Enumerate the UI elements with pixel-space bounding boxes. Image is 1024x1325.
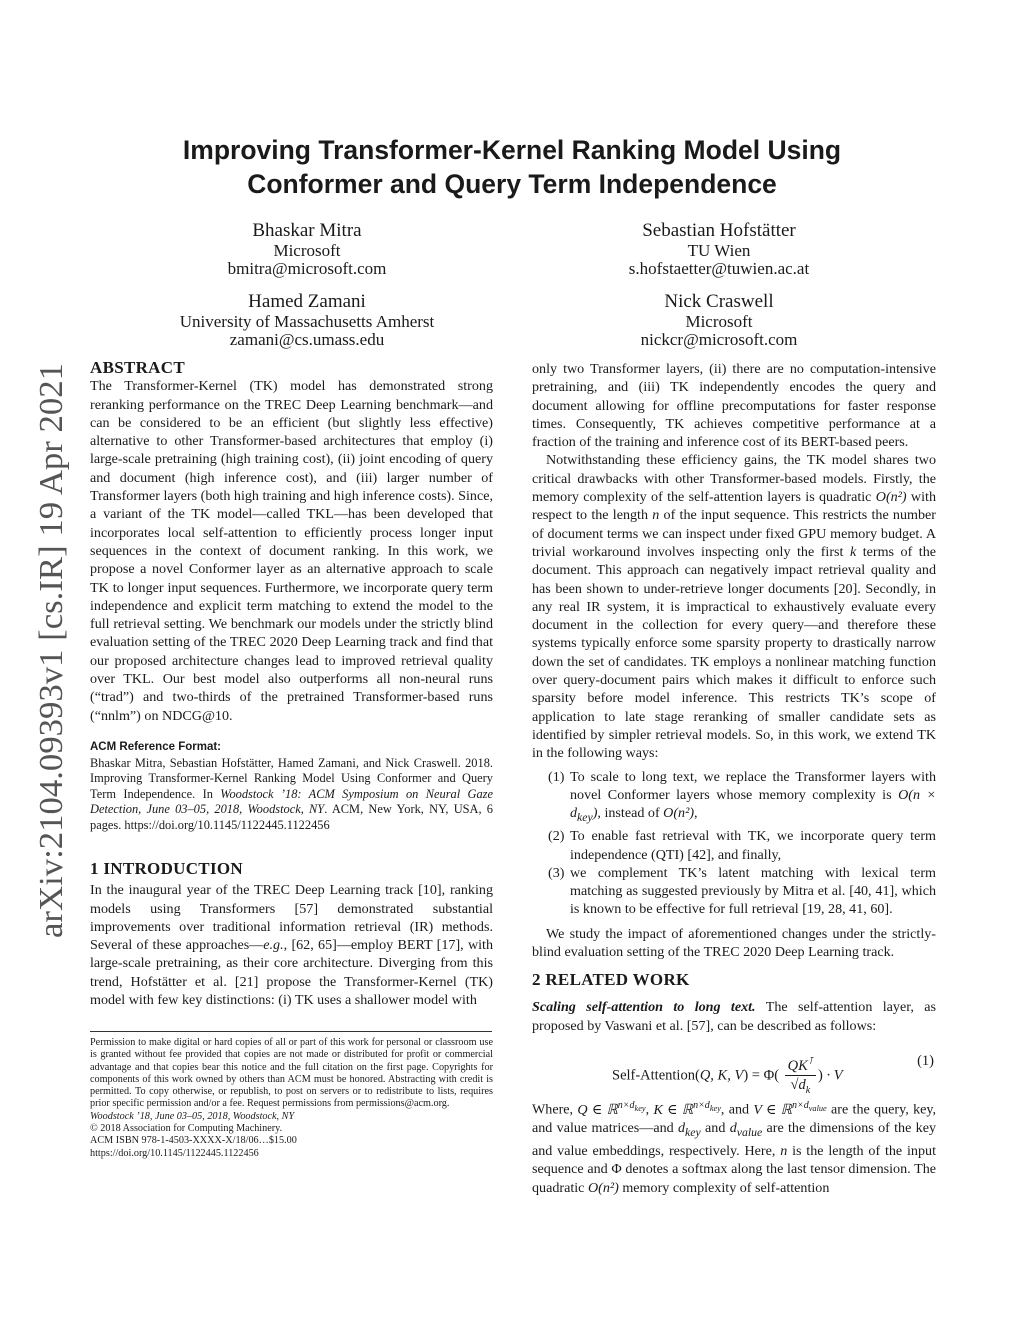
- author-affiliation: Microsoft: [685, 312, 753, 331]
- permission-venue: [90, 1111, 493, 1123]
- eq-numerator: [785, 1053, 816, 1076]
- p2-b: with respect to the length: [532, 489, 936, 524]
- math-key: key: [685, 1125, 701, 1139]
- p2-d: terms of the document. This approach can negatively impact retrieval quality and has been shown to under-retrieve longer documents [20]. Secondly, in any real IR system, it is impractical to exhaustively evaluate every document in the collection for every query—and therefore these systems typically enforce some sparsity property to drastically narrow down the set of candidates. TK employs a nonlinear matching function over query-document pairs which makes it difficult to enforce such sparsity before model inference. This restricts TK’s scope of application to late stage reranking of smaller candidate sets as identified by simpler retrieval models. So, in this work, we extend TK in the following ways:: [532, 543, 936, 762]
- author-name: Hamed Zamani: [248, 291, 366, 312]
- math-and: , and: [720, 1101, 754, 1118]
- math-d: d: [678, 1119, 686, 1136]
- author-email: zamani@cs.umass.edu: [229, 330, 385, 349]
- acm-ref-venue: Woodstock ’18: ACM Symposium on Neural Gaze Detection, June 03–05, 2018, Woodstock, NY: [90, 786, 493, 817]
- math-ndvalue: n×d: [791, 1100, 809, 1111]
- eq-fraction: [785, 1053, 816, 1100]
- eq-dotv: · V: [826, 1067, 843, 1084]
- acm-reference-text: [90, 756, 493, 834]
- abstract-heading: ABSTRACT: [90, 358, 185, 377]
- intro-paragraph-1: [90, 881, 493, 1009]
- list-item: [532, 827, 936, 864]
- math-sup: [618, 1100, 646, 1111]
- introduction-right: [532, 360, 936, 961]
- math-On-dkey-main: O(n × d: [570, 786, 937, 822]
- math-On2: O(n²): [875, 489, 907, 506]
- math-Q-in: [577, 1102, 645, 1118]
- list-number: (1): [548, 768, 565, 785]
- arxiv-stamp-svg: [12, 360, 82, 940]
- left-column: [90, 359, 493, 725]
- math-k: k: [849, 543, 857, 560]
- math-Q-in-main: Q ∈ ℝ: [577, 1101, 618, 1118]
- math-K-in: [653, 1102, 720, 1118]
- permission-doi: https://doi.org/10.1145/1122445.1122456: [90, 1147, 259, 1159]
- contribution-list: [532, 768, 936, 919]
- rw-a: Where,: [532, 1101, 578, 1118]
- math-dkey: [678, 1119, 701, 1139]
- intro-text-a: In the inaugural year of the TREC Deep Learning track [10], ranking models using Transformers [57] demonstrated substantial improvements over traditional information retrieval (IR) methods. Several of these approaches—: [90, 882, 493, 954]
- list-text: we complement TK’s latent matching with lexical term matching as suggested previously by Mitra et al. [40, 41], which is known to be effective for full retrieval [19, 28, 41, 60].: [570, 864, 936, 918]
- math-V-in-main: V ∈ ℝ: [753, 1101, 792, 1118]
- author-block-2: [559, 220, 879, 278]
- p2-a: Notwithstanding these efficiency gains, the TK model shares two critical drawbacks with other Transformer-based models. Firstly, the memory complexity of the self-attention layers is quadratic: [532, 452, 936, 506]
- rw-b: are the query, key, and value matrices—and: [532, 1101, 937, 1136]
- permission-text: Permission to make digital or hard copies of all or part of this work for personal or classroom use is granted without fee provided that copies are not made or distributed for profit or commercial advantage and that copies bear this notice and the full citation on the first page. Copyrights for components of this work owned by others than ACM must be honored. Abstracting with credit is permitted. To copy otherwise, or republish, to post on servers or to redistribute to lists, requires prior specific permission and/or a fee. Request permissions from permissions@acm.org.: [90, 1037, 493, 1110]
- permission-copyright: © 2018 Association for Computing Machinery.: [90, 1123, 283, 1135]
- acm-ref-part2: . ACM, New York, NY, USA, 6 pages. https://doi.org/10.1145/1122445.1122456: [90, 802, 494, 832]
- related-work-continued: [532, 1097, 936, 1197]
- title-line-2: Conformer and Query Term Independence: [247, 169, 777, 199]
- author-block-4: [559, 291, 879, 349]
- author-affiliation: TU Wien: [687, 241, 751, 260]
- math-key: key: [709, 1104, 721, 1113]
- eq-dk-sub: k: [805, 1084, 811, 1096]
- acm-reference-heading: ACM Reference Format:: [90, 741, 221, 753]
- author-name: Nick Craswell: [664, 291, 774, 312]
- related-p1-text: The self-attention layer, as proposed by Vaswani et al. [57], can be described as follows:: [532, 999, 936, 1034]
- math-key: key: [634, 1104, 646, 1113]
- rw-f: memory complexity of self-attention: [618, 1179, 830, 1196]
- arxiv-stamp: [12, 360, 82, 940]
- math-n: n: [652, 507, 660, 524]
- math-value: value: [736, 1125, 763, 1139]
- math-On2: O(n²): [663, 805, 695, 822]
- abstract-text: The Transformer-Kernel (TK) model has demonstrated strong reranking performance on the TREC Deep Learning benchmark—and can be considered to be an efficient (but slightly less effective) alternative to other Transformer-based architectures that employ (i) large-scale pretraining (high training cost), (ii) joint encoding of query and document (high inference cost), and (iii) larger number of Transformer layers (both high training and high inference costs). Since, a variant of the TK model—called TKL—has been developed that incorporates local self-attention to efficiently process longer input sequences in the context of document ranking. In this work, we propose a novel Conformer layer as an alternative approach to scale TK to longer input sequences. Furthermore, we incorporate query term independence and explicit term matching to extend the model to the full retrieval setting. We benchmark our models under the strictly blind evaluation setting of the TREC 2020 Deep Learning track and find that our proposed architecture changes lead to improved retrieval quality over TKL. Our best model also outperforms all non-neural runs (“trad”) and two-thirds of the pretrained Transformer-based runs (“nnlm”) on NDCG@10.: [90, 378, 494, 724]
- list-text-b: , instead of: [597, 805, 664, 822]
- related-work-paragraph-2: [532, 1097, 936, 1197]
- math-value: value: [808, 1104, 827, 1113]
- math-V-in: [753, 1102, 826, 1118]
- eq-d: d: [798, 1076, 806, 1093]
- math-dvalue: [729, 1119, 763, 1139]
- arxiv-stamp-text: arXiv:2104.09393v1 [cs.IR] 19 Apr 2021: [33, 375, 70, 938]
- math-sup: [792, 1100, 827, 1111]
- math-sup: [693, 1100, 721, 1111]
- list-text: To enable fast retrieval with TK, we incorporate query term independence (QTI) [42], and finally,: [570, 828, 936, 863]
- eq-qk: QK: [787, 1057, 808, 1074]
- equation-1: [532, 1040, 936, 1096]
- eq-transpose: ⊺: [807, 1056, 814, 1067]
- math-ndkey: n×d: [693, 1100, 710, 1111]
- eq-denominator: $√d_k$: [790, 1076, 811, 1096]
- title-line-1: Improving Transformer-Kernel Ranking Model Using: [182, 135, 842, 165]
- intro-right-paragraph-1: only two Transformer layers, (ii) there are no computation-intensive pretraining, and (iii) TK independently encodes the query and document allowing for offline precomputations for faster response times. Consequently, TK achieves competitive performance at a fraction of the training and inference cost of its BERT-based peers.: [532, 361, 936, 451]
- intro-right-paragraph-3: We study the impact of aforementioned changes under the strictly-blind evaluation setting of the TREC 2020 Deep Learning track.: [532, 925, 936, 961]
- author-block-1: [147, 220, 467, 278]
- author-name: Sebastian Hofstätter: [642, 220, 796, 241]
- author-email: bmitra@microsoft.com: [227, 259, 387, 278]
- list-item: [532, 864, 936, 919]
- intro-right-paragraph-2: [532, 451, 936, 762]
- related-work: [532, 971, 936, 1035]
- related-subheading: Scaling self-attention to long text.: [532, 999, 756, 1016]
- related-work-paragraph-1: [532, 998, 936, 1035]
- permission-isbn: ACM ISBN 978-1-4503-XXXX-X/18/06…$15.00: [90, 1135, 297, 1147]
- permission-notice: [90, 1037, 493, 1160]
- math-sep: ,: [645, 1101, 654, 1118]
- math-K-in-main: K ∈ ℝ: [653, 1101, 694, 1118]
- paper-title: [80, 133, 944, 201]
- eq-phi: Φ: [763, 1067, 775, 1084]
- author-email: nickcr@microsoft.com: [640, 330, 798, 349]
- eq-label: Self-Attention: [612, 1067, 695, 1084]
- list-text-c: ,: [694, 805, 698, 822]
- author-affiliation: University of Massachusetts Amherst: [179, 312, 435, 331]
- p2-c: of the input sequence. This restricts the number of document terms we can inspect under fixed GPU memory budget. A trivial workaround involves inspecting only the first: [532, 507, 936, 560]
- acm-reference: [90, 740, 493, 834]
- permission-venue-text: Woodstock ’18, June 03–05, 2018, Woodstock, NY: [90, 1110, 295, 1122]
- math-d: d: [729, 1119, 737, 1136]
- math-close: ): [592, 805, 598, 822]
- author-name: Bhaskar Mitra: [252, 220, 362, 241]
- equation-body: Self-Attention(Q, K, V) = Φ( $\frac{QK^⊺}{√d_k}$ ) · V: [612, 1053, 843, 1100]
- acm-ref-part1: Bhaskar Mitra, Sebastian Hofstätter, Hamed Zamani, and Nick Craswell. 2018. Improving Transformer-Kernel Ranking Model Using Conformer and Query Term Independence. In: [90, 755, 493, 801]
- author-block-3: [147, 291, 467, 349]
- intro-eg: e.g.: [263, 937, 284, 954]
- introduction-left: [90, 860, 493, 1009]
- rw-c: and: [700, 1119, 730, 1136]
- list-item: [532, 768, 936, 828]
- math-On2: O(n²): [587, 1179, 619, 1196]
- rw-d: are the dimensions of the key and value embeddings, respectively. Here,: [532, 1119, 937, 1160]
- related-work-heading: 2 RELATED WORK: [532, 970, 690, 989]
- math-n: n: [780, 1143, 788, 1160]
- equation-number: (1): [917, 1053, 934, 1069]
- author-affiliation: Microsoft: [273, 241, 341, 260]
- math-key-sub: key: [577, 810, 593, 824]
- math-ndkey: n×d: [617, 1100, 635, 1111]
- list-number: (2): [548, 828, 565, 845]
- author-email: s.hofstaetter@tuwien.ac.at: [628, 259, 810, 278]
- intro-text-b: , [62, 65]—employ BERT [17], with large-scale pretraining, as their core architecture. Diverging from this trend, Hofstätter et al. [21] propose the Transformer-Kernel (TK) model with few key distinctions: (i) TK uses a shallower model with: [90, 937, 493, 1009]
- list-text-a: To scale to long text, we replace the Transformer layers with novel Conformer layers whose memory complexity is: [570, 768, 936, 803]
- list-number: (3): [548, 864, 565, 881]
- eq-args: Q, K, V: [699, 1067, 744, 1084]
- rw-e: is the length of the input sequence and Φ denotes a softmax along the last tensor dimension. The quadratic: [532, 1143, 936, 1196]
- introduction-heading: 1 INTRODUCTION: [90, 859, 243, 878]
- footnote-divider: [90, 1031, 492, 1032]
